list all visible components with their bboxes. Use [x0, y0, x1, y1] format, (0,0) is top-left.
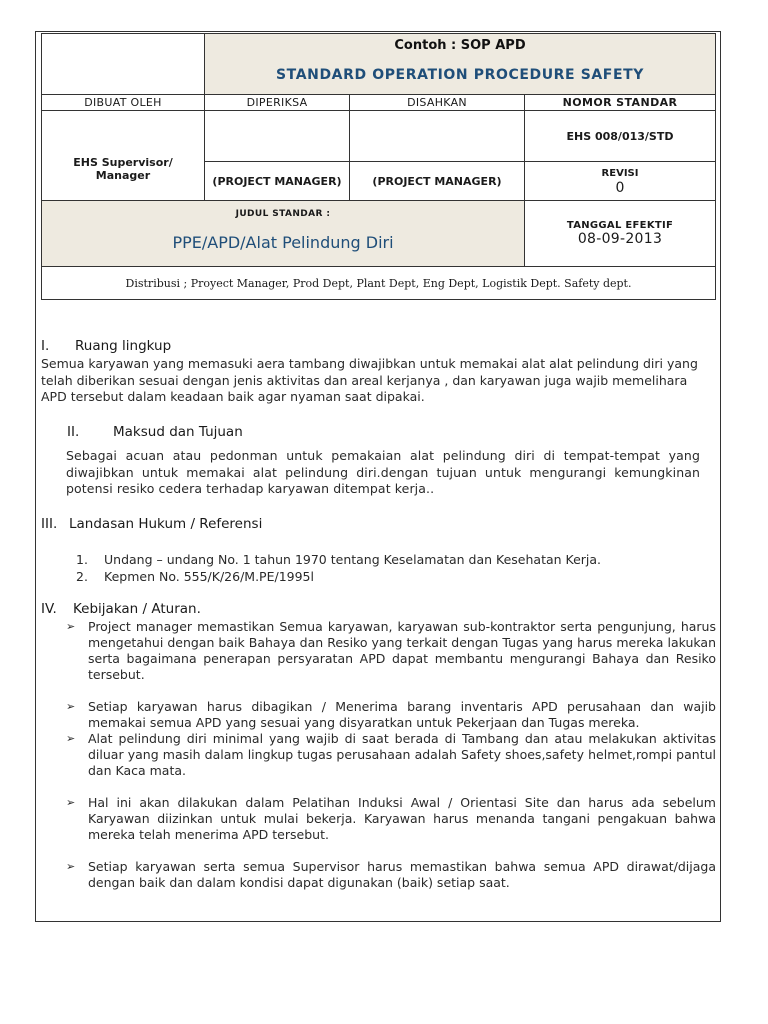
std-title: PPE/APD/Alat Pelindung Diri — [172, 233, 394, 252]
col-std-no: NOMOR STANDAR — [525, 95, 716, 111]
distribution: Distribusi ; Proyect Manager, Prod Dept, Plant Dept, Eng Dept, Logistik Dept. Safety dept. — [42, 267, 716, 300]
effective-cell — [525, 201, 716, 267]
effective-value: 08-09-2013 — [577, 231, 663, 247]
spacer — [66, 843, 716, 859]
std-title-cell — [42, 201, 525, 267]
item-text: Kepmen No. 555/K/26/M.PE/1995l — [104, 569, 314, 584]
section-1-text: Semua karyawan yang memasuki aera tambang diwajibkan untuk memakai alat alat pelindung diri yang telah diberikan sesuai dengan jenis aktivitas dan areal kerjanya , dan karyawan juga wajib memelihara APD tersebut dalam keadaan baik agar nyaman saat dipakai. — [41, 356, 698, 404]
effective-label: TANGGAL EFEKTIF — [566, 220, 674, 231]
arrow-bullet-icon: ➢ — [66, 700, 76, 713]
logo-cell — [42, 34, 205, 95]
std-title-label: JUDUL STANDAR : — [235, 209, 331, 219]
arrow-bullet-icon: ➢ — [66, 732, 76, 745]
section-4-num: IV. — [41, 601, 57, 617]
arrow-bullet-icon: ➢ — [66, 860, 76, 873]
section-2-heading — [67, 424, 243, 440]
prepared-role — [42, 111, 205, 201]
prepared-role-line2: Manager — [95, 168, 151, 182]
list-item — [76, 568, 696, 585]
section-4-title: Kebijakan / Aturan. — [73, 601, 201, 617]
section-1-title: Ruang lingkup — [75, 338, 172, 354]
item-text: Alat pelindung diri minimal yang wajib di saat berada di Tambang dan atau melakukan aktivitas diluar yang masih dalam lingkup tugas perusahaan adalah Safety shoes,safety helmet,rompi pantul dan Kaca mata. — [88, 731, 716, 778]
revision-label: REVISI — [601, 168, 639, 179]
approved-signature — [350, 111, 525, 162]
doc-kind: Contoh : SOP APD — [394, 38, 526, 53]
section-4-heading — [41, 601, 201, 617]
approved-role: (PROJECT MANAGER) — [350, 162, 525, 201]
spacer — [66, 683, 716, 699]
section-1-num: I. — [41, 338, 50, 354]
header-table — [41, 33, 716, 300]
item-number: 2. — [76, 569, 88, 584]
item-text: Setiap karyawan harus dibagikan / Menerima barang inventaris APD perusahaan dan wajib memakai semua APD yang sesuai yang disyaratkan untuk Pekerjaan dan Tugas mereka. — [88, 699, 716, 730]
item-text: Setiap karyawan serta semua Supervisor harus memastikan bahwa semua APD dirawat/dijaga dengan baik dan dalam kondisi dapat digunakan (baik) setiap saat. — [88, 859, 716, 890]
col-checked: DIPERIKSA — [205, 95, 350, 111]
list-item — [66, 731, 716, 779]
arrow-bullet-icon: ➢ — [66, 620, 76, 633]
revision-value: 0 — [615, 180, 625, 196]
list-item — [66, 795, 716, 843]
arrow-bullet-icon: ➢ — [66, 796, 76, 809]
section-2-text: Sebagai acuan atau pedonman untuk pemakaian alat pelindung diri di tempat-tempat yang diwajibkan untuk memakai alat pelindung diri.dengan tujuan untuk mengurangi kemungkinan potensi resiko cedera terhadap karyawan ditempat kerja.. — [66, 448, 700, 496]
item-text: Project manager memastikan Semua karyawan, karyawan sub-kontraktor serta pengunjung, harus mengetahui dengan baik Bahaya dan Resiko yang terkait dengan Tugas yang harus mereka lakukan serta bagaimana penerapan persyaratan APD dapat membantu mengurangi Bahaya dan Resiko tersebut. — [88, 619, 716, 682]
doc-title: STANDARD OPERATION PROCEDURE SAFETY — [275, 67, 645, 83]
section-2-num: II. — [67, 424, 80, 440]
spacer — [66, 779, 716, 795]
list-item — [66, 619, 716, 683]
policy-list — [66, 619, 716, 891]
reference-list — [76, 551, 696, 585]
section-3-heading — [41, 516, 262, 532]
std-no-value: EHS 008/013/STD — [525, 111, 716, 162]
list-item — [66, 859, 716, 891]
col-prepared: DIBUAT OLEH — [42, 95, 205, 111]
revision-cell — [525, 162, 716, 201]
item-text: Hal ini akan dilakukan dalam Pelatihan Induksi Awal / Orientasi Site dan harus ada sebelum Karyawan diizinkan untuk mulai bekerja. Karyawan harus menanda tangani pengakuan bahwa mereka telah menerima APD tersebut. — [88, 795, 716, 842]
list-item — [76, 551, 696, 568]
list-item — [66, 699, 716, 731]
item-number: 1. — [76, 552, 88, 567]
checked-signature — [205, 111, 350, 162]
prepared-role-line1: EHS Supervisor/ — [73, 155, 173, 169]
col-approved: DISAHKAN — [350, 95, 525, 111]
section-3-num: III. — [41, 516, 58, 532]
item-text: Undang – undang No. 1 tahun 1970 tentang Keselamatan dan Kesehatan Kerja. — [104, 552, 602, 567]
section-1-heading — [41, 338, 171, 354]
title-cell — [205, 34, 716, 95]
section-3-title: Landasan Hukum / Referensi — [69, 516, 263, 532]
section-2-title: Maksud dan Tujuan — [113, 424, 243, 440]
checked-role: (PROJECT MANAGER) — [205, 162, 350, 201]
